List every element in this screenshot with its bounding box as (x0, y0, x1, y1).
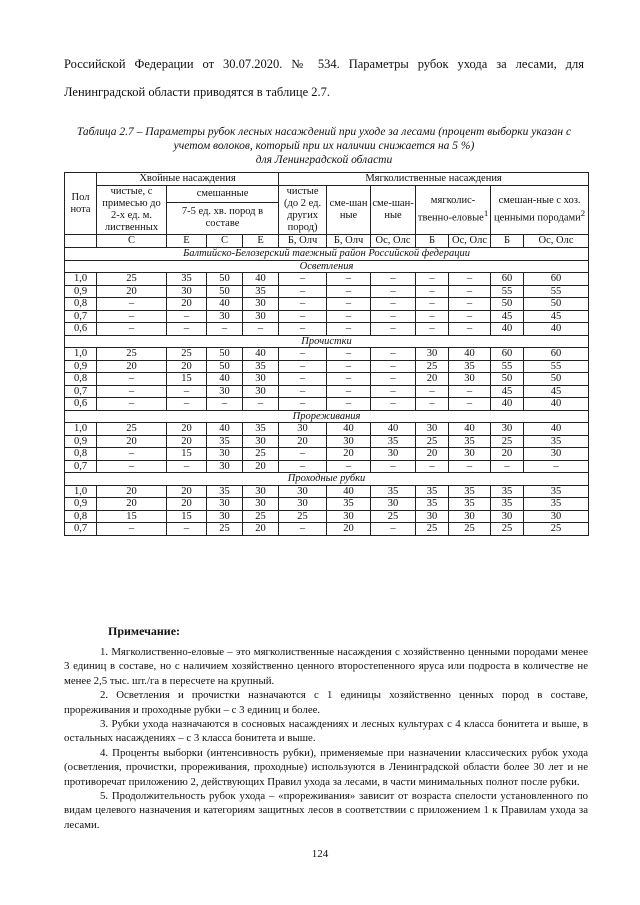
table-cell: 20 (97, 435, 167, 448)
table-cell: 1,0 (65, 273, 97, 286)
table-cell: 40 (243, 273, 279, 286)
table-cell: 20 (279, 435, 327, 448)
table-cell: 30 (416, 423, 449, 436)
table-cell: 20 (97, 360, 167, 373)
table-cell: 35 (327, 498, 371, 511)
table-cell: – (279, 523, 327, 536)
table-row (65, 398, 589, 411)
parameters-table (64, 172, 589, 536)
table-cell: 50 (207, 360, 243, 373)
table-cell: 30 (327, 510, 371, 523)
table-cell: 0,6 (65, 398, 97, 411)
species-cell: Б (416, 235, 449, 248)
table-cell: 30 (243, 435, 279, 448)
table-cell: – (279, 385, 327, 398)
table-row (65, 435, 589, 448)
table-cell: 20 (416, 373, 449, 386)
table-cell: – (279, 273, 327, 286)
table-cell: – (167, 398, 207, 411)
table-cell: 35 (371, 435, 416, 448)
table-cell: 30 (449, 373, 491, 386)
header-chistye: чистые, с примесью до 2-х ед. м. лиственных (97, 186, 167, 235)
table-cell: – (449, 298, 491, 311)
table-cell: 30 (207, 385, 243, 398)
table-cell: 25 (167, 348, 207, 361)
table-row (65, 523, 589, 536)
table-cell: 35 (243, 285, 279, 298)
note-item: 4. Проценты выборки (интенсивность рубки), применяемые при назначении классических рубок ухода (осветления, прочистки, прореживания, проходные) используются в Ленинградской области более 30 лет и не противоречат приложению 2, действующих Правил ухода за лесами, в части минимальных полнот после рубки. (64, 746, 588, 788)
table-cell: 25 (416, 523, 449, 536)
table-cell: 0,7 (65, 460, 97, 473)
table-cell: 35 (167, 273, 207, 286)
table-cell: 35 (416, 498, 449, 511)
table-row (65, 385, 589, 398)
table-cell: – (167, 310, 207, 323)
header-m-chistye: чистые (до 2 ед. других пород) (279, 186, 327, 235)
table-cell: 1,0 (65, 348, 97, 361)
species-cell: Ос, Олс (371, 235, 416, 248)
table-cell: 15 (97, 510, 167, 523)
table-cell: 30 (207, 510, 243, 523)
notes-heading: Примечание: (108, 624, 181, 638)
table-cell: 45 (491, 385, 524, 398)
table-cell: – (371, 310, 416, 323)
species-cell: Б (491, 235, 524, 248)
table-cell: 55 (524, 285, 589, 298)
table-cell: – (279, 310, 327, 323)
table-cell: – (327, 385, 371, 398)
table-row (65, 360, 589, 373)
table-cell: 40 (207, 423, 243, 436)
table-cell: – (279, 323, 327, 336)
table-cell: – (371, 298, 416, 311)
table-row (65, 285, 589, 298)
header-hvoinye: Хвойные насаждения (97, 173, 279, 186)
table-cell: 50 (524, 298, 589, 311)
table-cell: – (371, 360, 416, 373)
header-myagkolistvennye: Мягколиственные насаждения (279, 173, 589, 186)
table-cell: 25 (97, 273, 167, 286)
table-cell: 40 (371, 423, 416, 436)
table-cell: 25 (97, 348, 167, 361)
table-cell: – (167, 523, 207, 536)
table-cell: – (449, 273, 491, 286)
table-cell: – (416, 273, 449, 286)
table-cell: 50 (491, 373, 524, 386)
table-cell: 20 (243, 460, 279, 473)
species-cell: Б, Олч (327, 235, 371, 248)
table-cell: – (279, 285, 327, 298)
species-row (65, 235, 589, 248)
table-caption-line: Таблица 2.7 – Параметры рубок лесных насаждений при уходе за лесами (процент выборки указан с учетом волоков, который при их наличии снижается на 5 %) (76, 126, 572, 152)
species-cell: Ос, Олс (449, 235, 491, 248)
table-cell: – (449, 460, 491, 473)
table-cell: 20 (491, 448, 524, 461)
table-cell: 50 (491, 298, 524, 311)
species-cell: С (97, 235, 167, 248)
table-cell: 0,9 (65, 498, 97, 511)
table-row (65, 310, 589, 323)
table-cell: 50 (207, 273, 243, 286)
table-cell: 30 (279, 485, 327, 498)
table-cell: 25 (243, 510, 279, 523)
table-cell: – (449, 285, 491, 298)
table-cell: 25 (524, 523, 589, 536)
table-cell: – (371, 385, 416, 398)
table-cell: – (207, 323, 243, 336)
section-title: Осветления (65, 260, 589, 273)
species-cell: Е (167, 235, 207, 248)
table-cell: – (416, 460, 449, 473)
table-cell: – (416, 310, 449, 323)
table-cell: 0,9 (65, 435, 97, 448)
table-cell: 35 (207, 485, 243, 498)
table-cell: 20 (167, 298, 207, 311)
table-cell: – (97, 373, 167, 386)
table-cell: 25 (97, 423, 167, 436)
table-cell: 55 (491, 285, 524, 298)
table-cell: 40 (207, 298, 243, 311)
table-cell: 0,7 (65, 385, 97, 398)
table-cell: – (416, 285, 449, 298)
table-cell: 20 (97, 285, 167, 298)
table-cell: – (97, 323, 167, 336)
table-cell: – (327, 373, 371, 386)
table-cell: – (167, 323, 207, 336)
table-cell: – (279, 460, 327, 473)
table-cell: 35 (524, 435, 589, 448)
table-cell: 35 (449, 360, 491, 373)
table-cell: 30 (207, 460, 243, 473)
table-cell: – (449, 385, 491, 398)
table-cell: 40 (327, 485, 371, 498)
table-cell: 20 (416, 448, 449, 461)
table-cell: – (371, 373, 416, 386)
table-cell: – (97, 460, 167, 473)
table-cell: – (524, 460, 589, 473)
note-item: 3. Рубки ухода назначаются в сосновых насаждениях и лесных культурах с 4 класса бонитета и выше, в остальных насаждениях – с 3 класса бонитета и выше. (64, 718, 588, 745)
table-row (65, 448, 589, 461)
section-title: Прореживания (65, 410, 589, 423)
table-cell: 45 (491, 310, 524, 323)
table-cell: – (279, 448, 327, 461)
table-cell: 15 (167, 448, 207, 461)
table-cell: 40 (327, 423, 371, 436)
table-cell: 40 (524, 323, 589, 336)
table-cell: 40 (207, 373, 243, 386)
table-cell: 50 (207, 348, 243, 361)
header-polnota: Пол нота (65, 173, 97, 235)
table-cell: – (371, 285, 416, 298)
table-cell: 40 (243, 348, 279, 361)
table-cell: 35 (524, 498, 589, 511)
table-cell: – (327, 323, 371, 336)
table-cell: 0,7 (65, 310, 97, 323)
table-cell: – (416, 398, 449, 411)
table-cell: 20 (167, 360, 207, 373)
table-cell: 35 (449, 485, 491, 498)
header-m-smeshannye-1: сме-шан ные (327, 186, 371, 235)
table-cell: – (279, 298, 327, 311)
table-cell: 20 (167, 485, 207, 498)
region-row: Балтийско-Белозерский таежный район Российской федерации (65, 248, 589, 261)
note-item: 1. Мягколиственно-еловые – это мягколиственные насаждения с хозяйственно ценными породами менее 3 единиц в составе, но с наличием хозяйственно ценного второстепенного яруса или подроста в количестве не менее 2,5 тыс. шт./га в пересчете на крупный. (64, 646, 588, 687)
table-cell: 30 (491, 510, 524, 523)
table-cell: – (97, 398, 167, 411)
note-item: 2. Осветления и прочистки назначаются с 1 единицы хозяйственно ценных пород в составе, прореживания и проходные рубки – с 3 единиц и более. (64, 689, 588, 716)
table-cell: – (371, 273, 416, 286)
table-cell: – (371, 323, 416, 336)
table-cell: 30 (416, 510, 449, 523)
table-cell: – (243, 398, 279, 411)
table-cell: – (371, 523, 416, 536)
intro-paragraph: Российской Федерации от 30.07.2020. № 534. Параметры рубок ухода за лесами, для Ленинградской области приводятся в таблице 2.7. (64, 57, 584, 99)
table-row (65, 485, 589, 498)
table-cell: – (449, 310, 491, 323)
table-cell: – (327, 310, 371, 323)
table-cell: – (207, 398, 243, 411)
table-row (65, 423, 589, 436)
table-cell: 35 (524, 485, 589, 498)
table-cell: 35 (491, 485, 524, 498)
table-cell: 30 (207, 310, 243, 323)
table-cell: 40 (449, 348, 491, 361)
table-cell: 60 (524, 273, 589, 286)
page-number: 124 (311, 848, 329, 860)
table-cell: 0,8 (65, 448, 97, 461)
table-cell: 60 (524, 348, 589, 361)
table-cell: – (327, 298, 371, 311)
table-cell: – (279, 373, 327, 386)
table-cell: 25 (491, 435, 524, 448)
table-cell: – (279, 360, 327, 373)
header-m-smeshannye-2: сме-шан-ные (371, 186, 416, 235)
table-cell: 0,9 (65, 285, 97, 298)
table-cell: 25 (371, 510, 416, 523)
table-cell: 35 (371, 485, 416, 498)
table-cell: 0,9 (65, 360, 97, 373)
table-cell: 30 (371, 498, 416, 511)
table-row (65, 298, 589, 311)
table-cell: 30 (524, 510, 589, 523)
table-cell: – (416, 298, 449, 311)
table-cell: – (371, 460, 416, 473)
table-cell: 40 (491, 323, 524, 336)
table-cell: 15 (167, 510, 207, 523)
table-cell: 20 (327, 448, 371, 461)
table-cell: – (279, 348, 327, 361)
table-cell: 35 (491, 498, 524, 511)
table-cell: 25 (279, 510, 327, 523)
table-cell: 35 (243, 360, 279, 373)
table-cell: 35 (449, 435, 491, 448)
table-cell: – (327, 348, 371, 361)
table-cell: 55 (524, 360, 589, 373)
table-cell: 35 (207, 435, 243, 448)
table-cell: 40 (524, 423, 589, 436)
table-cell: 15 (167, 373, 207, 386)
table-cell: 30 (207, 448, 243, 461)
notes (64, 645, 588, 832)
table-cell: – (167, 460, 207, 473)
table-cell: – (327, 360, 371, 373)
table-caption (64, 125, 584, 167)
header-smeshannye: смешанные (167, 186, 279, 203)
table-caption-line: для Ленинградской области (255, 154, 393, 166)
table-cell: 50 (524, 373, 589, 386)
table-cell: – (243, 323, 279, 336)
table-cell: 30 (243, 385, 279, 398)
table-cell: 55 (491, 360, 524, 373)
table-cell: – (97, 448, 167, 461)
table-cell: 25 (207, 523, 243, 536)
table-cell: – (167, 385, 207, 398)
table-cell: 45 (524, 310, 589, 323)
table-cell: 20 (243, 523, 279, 536)
table-cell: 40 (491, 398, 524, 411)
table-cell: 35 (243, 423, 279, 436)
table-cell: 30 (243, 310, 279, 323)
table-cell: 25 (416, 360, 449, 373)
table-cell: 20 (97, 485, 167, 498)
table-row (65, 373, 589, 386)
section-title: Проходные рубки (65, 473, 589, 486)
table-cell: – (97, 523, 167, 536)
table-cell: 0,8 (65, 298, 97, 311)
table-cell: 30 (449, 448, 491, 461)
table-cell: 30 (243, 485, 279, 498)
table-cell: 30 (491, 423, 524, 436)
table-cell: 25 (243, 448, 279, 461)
table-row (65, 498, 589, 511)
table-cell: 40 (449, 423, 491, 436)
table-row (65, 348, 589, 361)
table-cell: 30 (243, 498, 279, 511)
species-cell: Е (243, 235, 279, 248)
table-cell: 25 (416, 435, 449, 448)
species-cell: Ос, Олс (524, 235, 589, 248)
table-cell: – (449, 398, 491, 411)
table-cell: 20 (327, 523, 371, 536)
table-cell: 30 (327, 435, 371, 448)
table-cell: 25 (491, 523, 524, 536)
table-cell: 20 (167, 423, 207, 436)
table-cell: 25 (449, 523, 491, 536)
table-cell: – (416, 323, 449, 336)
table-cell: 1,0 (65, 485, 97, 498)
table-cell: 1,0 (65, 423, 97, 436)
table-cell: 30 (279, 423, 327, 436)
table-cell: 30 (371, 448, 416, 461)
table-cell: – (327, 285, 371, 298)
note-item: 5. Продолжительность рубок ухода – «прореживания» зависит от возраста спелости установленного по видам целевого назначения и категориям защитных лесов в соответствии с приложением 1 к Правилам ухода за лесами. (64, 790, 588, 831)
table-cell: 40 (524, 398, 589, 411)
table-row (65, 273, 589, 286)
table-cell: 30 (449, 510, 491, 523)
table-row (65, 460, 589, 473)
table-cell: 50 (207, 285, 243, 298)
header-myagko-elovye: мягколис-твенно-еловые$^1$ (416, 186, 491, 235)
header-smeshannye-sub: 7-5 ед. хв. пород в составе (167, 202, 279, 234)
species-cell: С (207, 235, 243, 248)
table-cell: – (491, 460, 524, 473)
table-cell: 35 (416, 485, 449, 498)
table-cell: 60 (491, 348, 524, 361)
section-title: Прочистки (65, 335, 589, 348)
table-row (65, 510, 589, 523)
table-cell: – (97, 385, 167, 398)
table-cell: 30 (243, 373, 279, 386)
table-cell: 0,6 (65, 323, 97, 336)
table-row (65, 323, 589, 336)
table-cell: 20 (167, 435, 207, 448)
table-cell: – (371, 348, 416, 361)
table-cell: – (327, 273, 371, 286)
table-cell: 30 (524, 448, 589, 461)
table-cell: 20 (167, 498, 207, 511)
table-cell: 35 (449, 498, 491, 511)
table-cell: – (371, 398, 416, 411)
header-smesh-cennye: смешан-ные с хоз. ценными породами$^2$ (491, 186, 589, 235)
table-cell: 30 (167, 285, 207, 298)
table-cell: – (97, 310, 167, 323)
table-cell: – (97, 298, 167, 311)
table-cell: 30 (243, 298, 279, 311)
table-cell: – (449, 323, 491, 336)
species-cell: Б, Олч (279, 235, 327, 248)
table-cell: 20 (97, 498, 167, 511)
table-cell: 30 (416, 348, 449, 361)
table-cell: 45 (524, 385, 589, 398)
table-cell: 0,8 (65, 510, 97, 523)
table-cell: – (327, 460, 371, 473)
table-cell: – (279, 398, 327, 411)
species-cell (65, 235, 97, 248)
table-cell: 0,7 (65, 523, 97, 536)
table-cell: 60 (491, 273, 524, 286)
table-cell: 30 (207, 498, 243, 511)
table-cell: – (327, 398, 371, 411)
table-cell: – (416, 385, 449, 398)
table-cell: 0,8 (65, 373, 97, 386)
table-cell: 30 (279, 498, 327, 511)
